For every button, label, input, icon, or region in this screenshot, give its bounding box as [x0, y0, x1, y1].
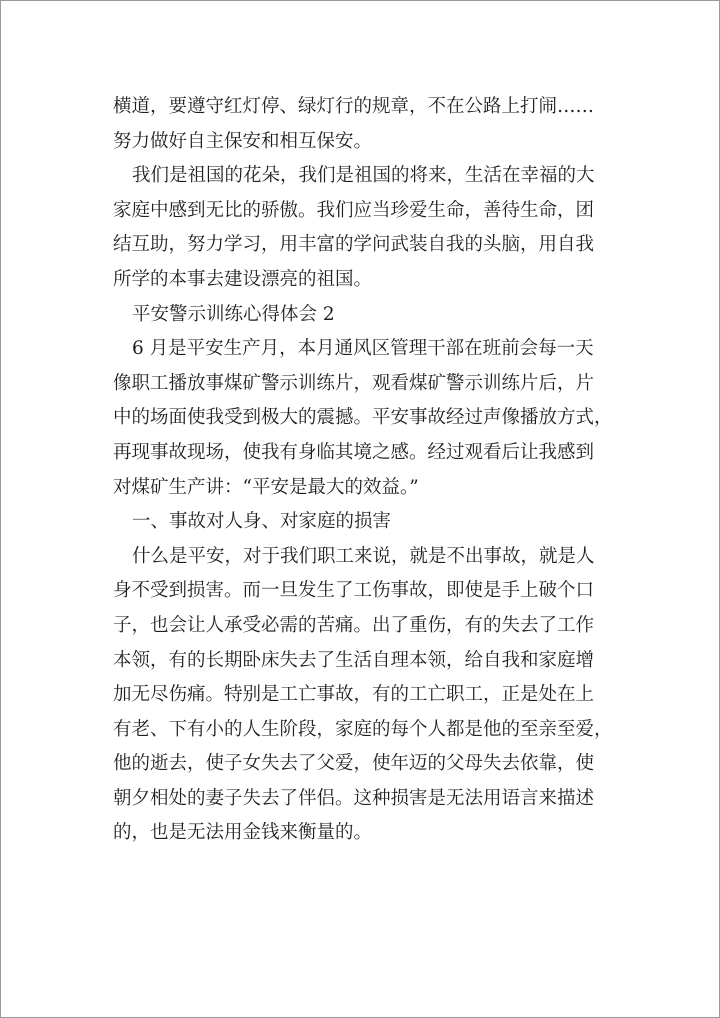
- text-line: 家庭中感到无比的骄傲。我们应当珍爱生命，善待生命，团: [113, 199, 595, 221]
- text-line: 再现事故现场，使我有身临其境之感。经过观看后让我感到: [113, 441, 595, 463]
- text-line: 他的逝去，使子女失去了父爱，使年迈的父母失去依靠，使: [113, 753, 595, 775]
- text-line: 子，也会让人承受必需的苦痛。出了重伤，有的失去了工作: [113, 614, 595, 636]
- paragraph-first-line: 6 月是平安生产月，本月通风区管理干部在班前会每一天: [132, 338, 594, 360]
- text-line: 对煤矿生产讲：“平安是最大的效益。”: [113, 476, 419, 498]
- section-heading: 平安警示训练心得体会 2: [132, 303, 335, 325]
- subsection-heading: 一、事故对人身、对家庭的损害: [132, 511, 392, 533]
- text-line: 像职工播放事煤矿警示训练片，观看煤矿警示训练片后，片: [113, 372, 595, 394]
- text-line: 加无尽伤痛。特别是工亡事故，有的工亡职工，正是处在上: [113, 684, 595, 706]
- text-line: 朝夕相处的妻子失去了伴侣。这种损害是无法用语言来描述: [113, 787, 595, 809]
- text-line: 有老、下有小的人生阶段，家庭的每个人都是他的至亲至爱，: [113, 718, 613, 740]
- text-line: 的，也是无法用金钱来衡量的。: [113, 822, 373, 844]
- text-line: 本领，有的长期卧床失去了生活自理本领，给自我和家庭增: [113, 649, 595, 671]
- document-body: [113, 90, 613, 851]
- text-line: 结互助，努力学习，用丰富的学问武装自我的头脑，用自我: [113, 234, 595, 256]
- text-line: 身不受到损害。而一旦发生了工伤事故，即使是手上破个口: [113, 580, 595, 602]
- text-line: 横道，要遵守红灯停、绿灯行的规章，不在公路上打闹……: [113, 96, 595, 117]
- paragraph-first-line: 我们是祖国的花朵，我们是祖国的将来，生活在幸福的大: [132, 165, 595, 187]
- paragraph-first-line: 什么是平安，对于我们职工来说，就是不出事故，就是人: [132, 545, 595, 567]
- text-line: 中的场面使我受到极大的震撼。平安事故经过声像播放方式，: [113, 407, 613, 429]
- text-line: 所学的本事去建设漂亮的祖国。: [113, 268, 373, 290]
- text-line: 努力做好自主保安和相互保安。: [113, 130, 373, 152]
